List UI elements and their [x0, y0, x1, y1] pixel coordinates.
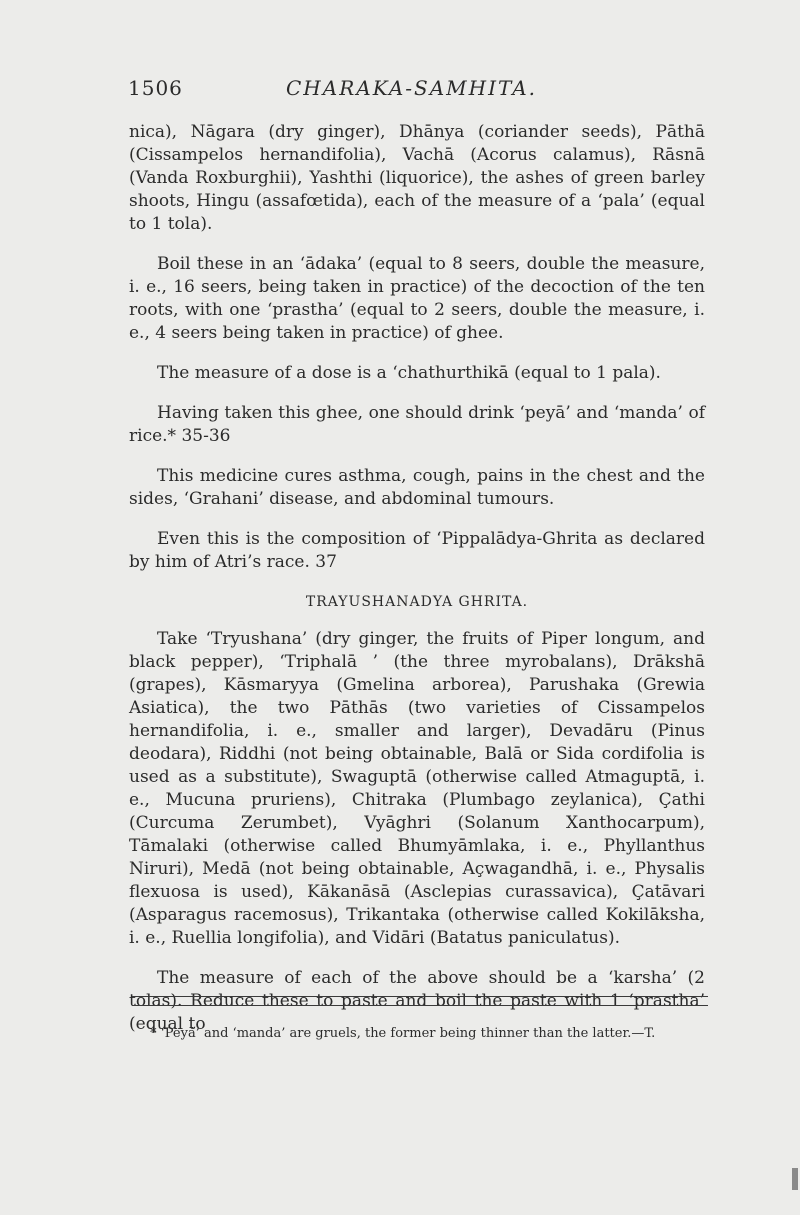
paragraph: Having taken this ghee, one should drink ‘peyā’ and ‘manda’ of rice.* 35-36 [129, 403, 705, 446]
page-edge-mark [792, 1168, 798, 1190]
running-title: CHARAKA-SAMHITA. [286, 76, 538, 100]
paragraph: Even this is the composition of ‘Pippalādya-Ghrita as declared by him of Atri’s race. 37 [129, 529, 705, 572]
paragraph: This medicine cures asthma, cough, pains in the chest and the sides, ‘Grahani’ disease, and abdominal tumours. [129, 466, 705, 509]
footnote-rule [132, 996, 708, 997]
paragraph: nica), Nāgara (dry ginger), Dhānya (coriander seeds), Pāthā (Cissampelos hernandifolia), Vachā (Acorus calamus), Rāsnā (Vanda Roxburghii), Yashthi (liquorice), the ashes of green barley shoots, Hingu (assafœtida), each of the measure of a ‘pala’ (equal to 1 tola). [129, 122, 705, 234]
footnote-rule [132, 1005, 708, 1006]
section-heading: TRAYUSHANADYA GHRITA. [305, 594, 529, 610]
paragraph: Boil these in an ‘ādaka’ (equal to 8 seers, double the measure, i. e., 16 seers, being taken in practice) of the decoction of the ten roots, with one ‘prastha’ (equal to 2 seers, double the measure, i. e., 4 seers being taken in practice) of ghee. [129, 254, 705, 343]
paragraph: The measure of each of the above should be a ‘karsha’ (2 tolas). Reduce these to paste and boil the paste with 1 ‘prastha’ (equal to [129, 968, 705, 1034]
footnote: * ‘Peyā’ and ‘manda’ are gruels, the former being thinner than the latter.—T. [150, 1026, 656, 1041]
body-text [129, 121, 705, 1053]
paragraph: Take ‘Tryushana’ (dry ginger, the fruits of Piper longum, and black pepper), ‘Triphalā ’ (the three myrobalans), Drākshā (grapes), Kāsmaryya (Gmelina arborea), Parushaka (Grewia Asiatica), the two Pāthās (two varieties of Cissampelos hernandifolia, i. e., smaller and larger), Devadāru (Pinus deodara), Riddhi (not being obtainable, Balā or Sida cordifolia is used as a substitute), Swaguptā (otherwise called Atmaguptā, i. e., Mucuna pruriens), Chitraka (Plumbago zeylanica), Çathi (Curcuma Zerumbet), Vyāghri (Solanum Xanthocarpum), Tāmalaki (otherwise called Bhumyāmlaka, i. e., Phyllanthus Niruri), Medā (not being obtainable, Açwagandhā, i. e., Physalis flexuosa is used), Kākanāsā (Asclepias curassavica), Çatāvari (Asparagus racemosus), Trikantaka (otherwise called Kokilāksha, i. e., Ruellia longifolia), and Vidāri (Batatus paniculatus). [129, 629, 705, 948]
page-number: 1506 [128, 76, 183, 100]
paragraph: The measure of a dose is a ‘chathurthikā (equal to 1 pala). [157, 363, 661, 383]
page-header [128, 72, 688, 102]
